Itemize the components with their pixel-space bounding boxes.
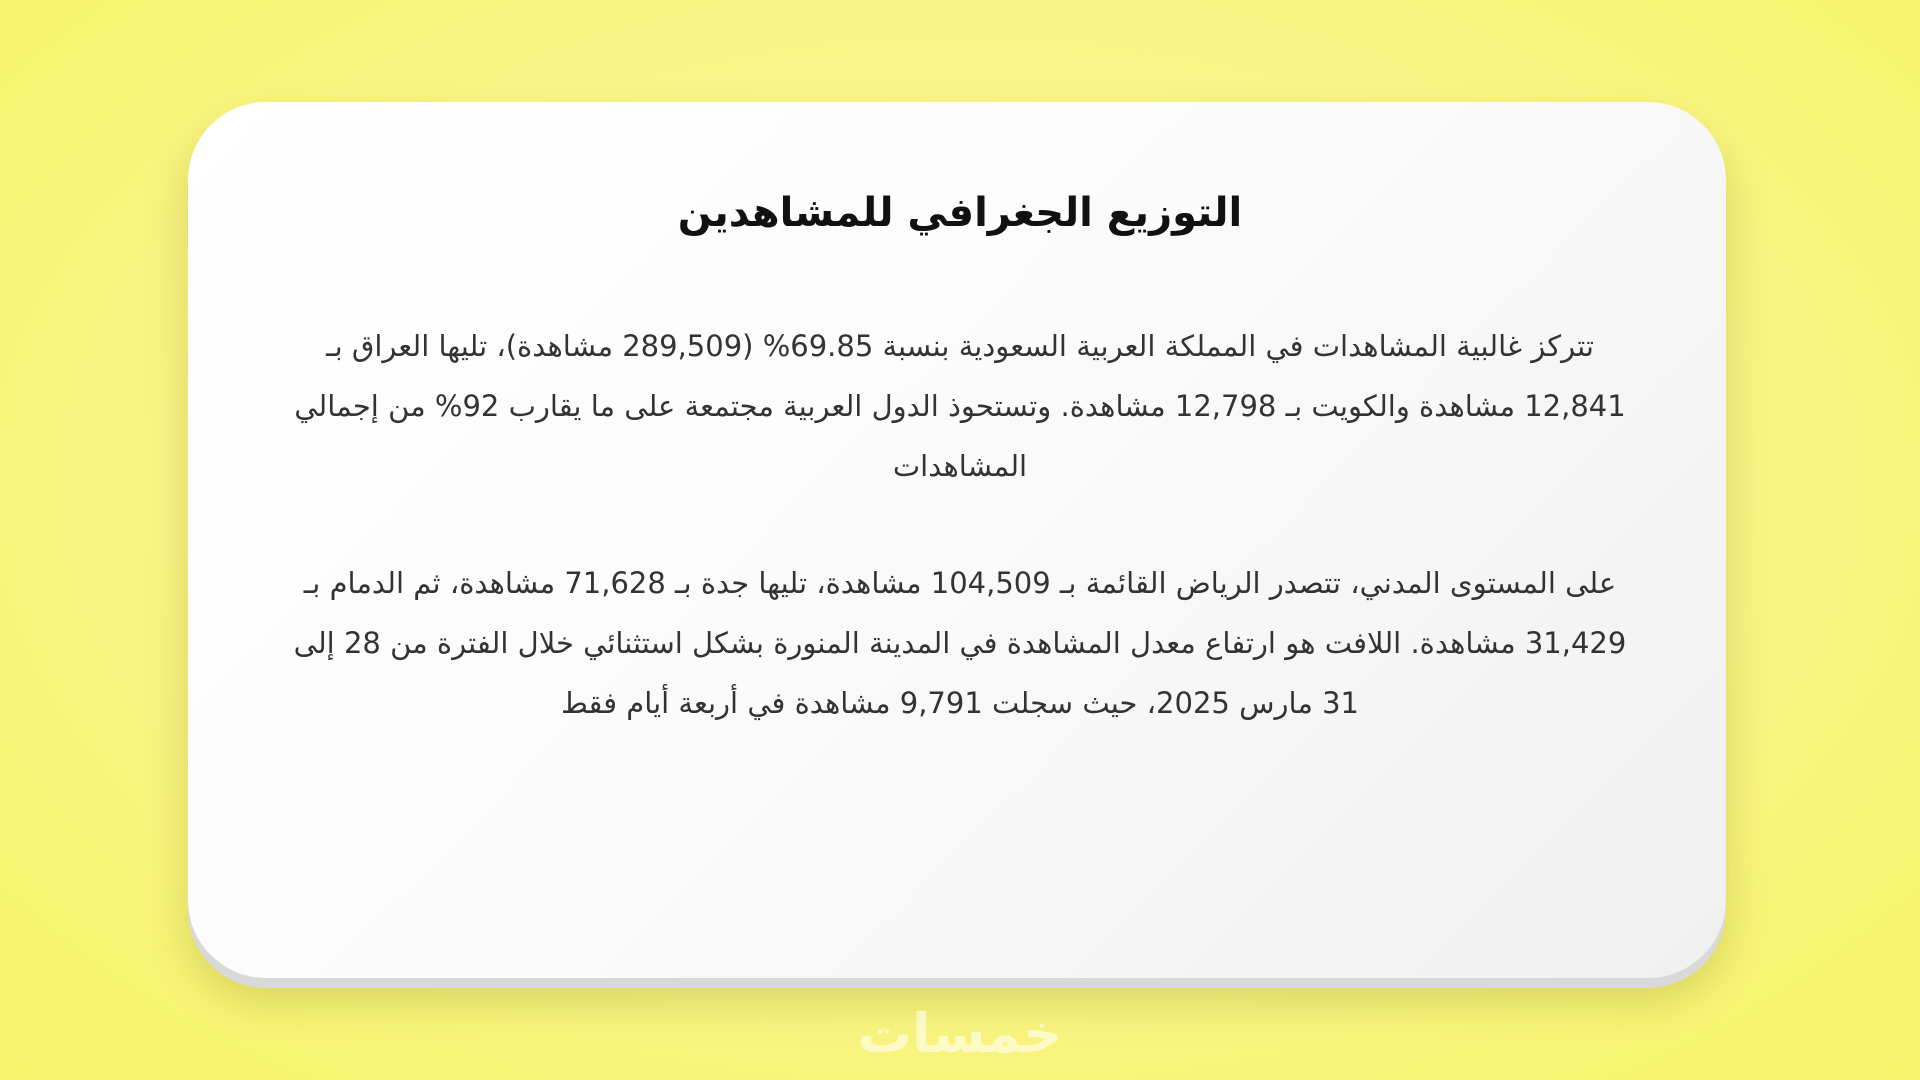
paragraph-city-distribution: على المستوى المدني، تتصدر الرياض القائمة بـ 104,509 مشاهدة، تليها جدة بـ 71,628 مشاهدة، ثم الدمام بـ 31,429 مشاهدة. اللافت هو ارتفاع معدل المشاهدة في المدينة المنورة بشكل استثنائي خلال الفترة من 28 إلى 31 مارس 2025، حيث سجلت 9,791 مشاهدة في أربعة أيام فقط xyxy=(293,566,1627,720)
watermark-logo: خمسات xyxy=(857,1002,1063,1065)
paragraph-country-distribution: تتركز غالبية المشاهدات في المملكة العربية السعودية بنسبة 69.85% (289,509 مشاهدة)، تليها العراق بـ 12,841 مشاهدة والكويت بـ 12,798 مشاهدة. وتستحوذ الدول العربية مجتمعة على ما يقارب 92% من إجمالي المشاهدات xyxy=(294,329,1626,483)
slide-title: التوزيع الجغرافي للمشاهدين xyxy=(677,190,1243,236)
